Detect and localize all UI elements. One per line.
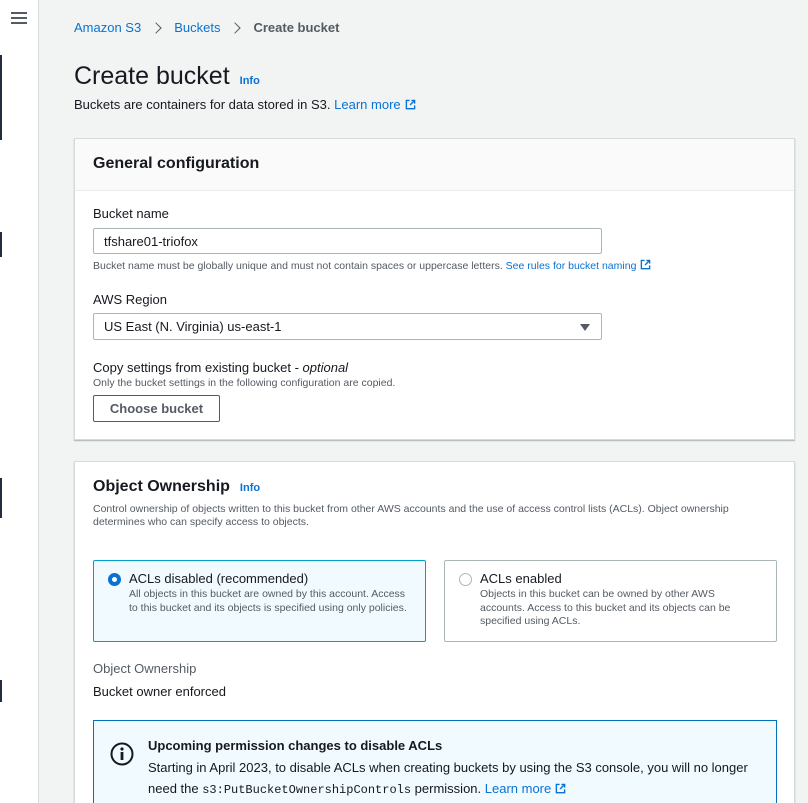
- alert-learn-more-link[interactable]: [485, 781, 566, 796]
- navigation-rail: [0, 0, 39, 803]
- window-edge: [0, 680, 2, 702]
- aws-region-value: US East (N. Virginia) us-east-1: [104, 319, 282, 334]
- hamburger-menu-icon[interactable]: [11, 12, 27, 26]
- object-ownership-panel: [74, 461, 795, 803]
- object-ownership-description: Control ownership of objects written to this bucket from other AWS accounts and the use of access control lists (ACLs). Object ownership determines who can specify access to objects.: [93, 503, 729, 528]
- object-ownership-header: [93, 478, 260, 496]
- acls-disabled-radio[interactable]: [108, 573, 121, 586]
- chevron-right-icon: [151, 22, 162, 33]
- window-edge: [0, 478, 2, 518]
- breadcrumb-buckets[interactable]: Buckets: [174, 20, 221, 35]
- window-edge: [0, 232, 2, 257]
- acls-enabled-description: Objects in this bucket can be owned by other AWS accounts. Access to this bucket and its objects can be specified using ACLs.: [480, 588, 731, 627]
- alert-learn-more-label: Learn more: [484, 781, 552, 796]
- page-description-text: Buckets are containers for data stored in S3.: [74, 97, 331, 112]
- page-title: Create bucket: [74, 62, 230, 90]
- aws-region-label: AWS Region: [93, 292, 167, 307]
- acls-disabled-title: ACLs disabled (recommended): [129, 571, 309, 586]
- alert-code: s3:PutBucketOwnershipControls: [202, 783, 412, 797]
- chevron-right-icon: [230, 22, 241, 33]
- optional-text: optional: [302, 360, 349, 375]
- copy-settings-hint: Only the bucket settings in the following configuration are copied.: [93, 377, 396, 389]
- breadcrumb-amazon-s3[interactable]: Amazon S3: [74, 20, 142, 35]
- caret-down-icon: [580, 324, 590, 331]
- acl-changes-alert: [93, 720, 777, 803]
- bucket-naming-rules-link[interactable]: [506, 260, 652, 272]
- external-link-icon: [640, 259, 651, 270]
- general-configuration-title: General configuration: [93, 155, 260, 172]
- alert-text-end: permission.: [411, 781, 485, 796]
- external-link-icon: [405, 99, 416, 110]
- object-ownership-title: Object Ownership: [93, 478, 230, 495]
- bucket-name-input[interactable]: [93, 228, 602, 254]
- alert-title: Upcoming permission changes to disable ACLs: [148, 738, 443, 753]
- breadcrumb-current: Create bucket: [253, 20, 340, 35]
- object-ownership-label: Object Ownership: [93, 661, 197, 676]
- page-description: [74, 97, 416, 112]
- copy-settings-text: Copy settings from existing bucket -: [93, 360, 303, 375]
- external-link-icon: [555, 783, 566, 794]
- bucket-name-hint-text: Bucket name must be globally unique and must not contain spaces or uppercase letters.: [93, 260, 503, 272]
- general-configuration-panel: [74, 138, 795, 440]
- bucket-name-label: Bucket name: [93, 206, 169, 221]
- panel-header: [75, 139, 794, 191]
- copy-settings-label: [93, 360, 348, 375]
- alert-text: [148, 757, 768, 801]
- aws-region-select[interactable]: [93, 313, 602, 340]
- acls-enabled-tile[interactable]: [444, 560, 777, 642]
- acls-disabled-tile[interactable]: [93, 560, 426, 642]
- info-link[interactable]: Info: [239, 75, 260, 87]
- choose-bucket-button[interactable]: Choose bucket: [93, 395, 220, 422]
- alert-text-start: Starting in April 2023, to disable ACLs when creating buckets by using the S3 console, you will no longer need the: [148, 760, 748, 796]
- bucket-name-hint: [93, 259, 651, 272]
- acls-enabled-title: ACLs enabled: [480, 571, 562, 586]
- learn-more-link[interactable]: [334, 97, 415, 112]
- info-circle-icon: [110, 742, 134, 766]
- learn-more-label: Learn more: [334, 97, 401, 112]
- window-edge: [0, 55, 2, 140]
- acls-disabled-description: All objects in this bucket are owned by this account. Access to this bucket and its objects is specified using only policies.: [129, 588, 407, 614]
- info-link[interactable]: Info: [239, 482, 261, 494]
- acls-enabled-radio[interactable]: [459, 573, 472, 586]
- bucket-naming-rules-label: See rules for bucket naming: [505, 260, 637, 272]
- breadcrumb: [74, 20, 339, 35]
- main-content: [40, 0, 808, 803]
- object-ownership-value: Bucket owner enforced: [93, 684, 226, 699]
- page-header: [74, 62, 260, 91]
